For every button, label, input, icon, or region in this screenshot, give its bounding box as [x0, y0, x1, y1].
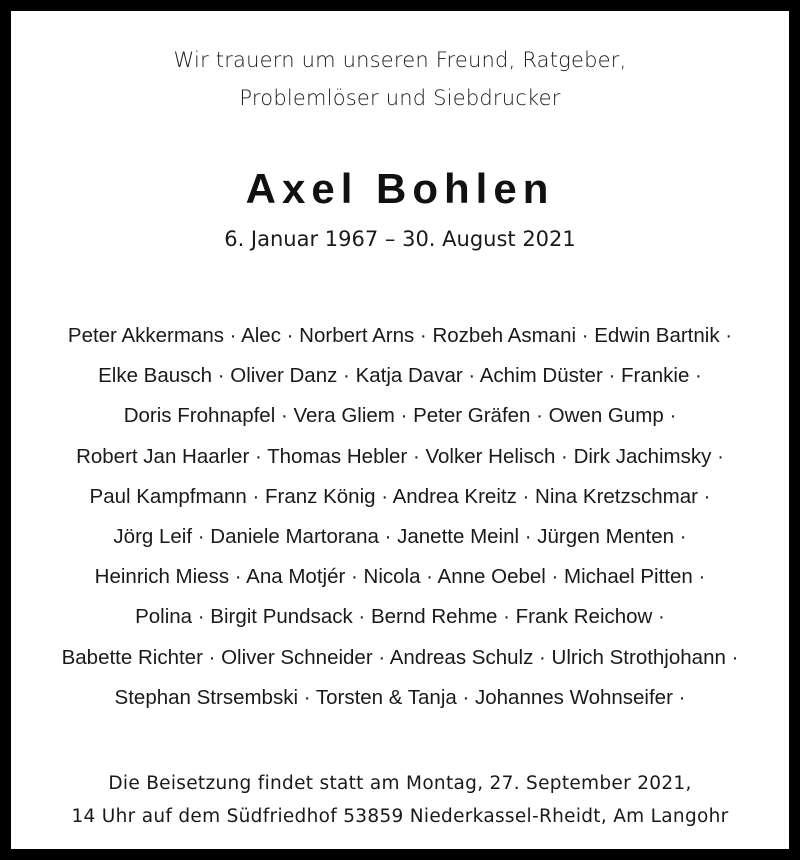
mourners-line: Babette Richter · Oliver Schneider · Andreas Schulz · Ulrich Strothjohann ·	[61, 645, 739, 669]
mourners-list	[31, 316, 769, 718]
mourners-line: Stephan Strsembski · Torsten & Tanja · Johannes Wohnseifer ·	[114, 685, 686, 709]
funeral-details	[11, 767, 789, 833]
intro-text	[11, 41, 789, 117]
funeral-line-2: 14 Uhr auf dem Südfriedhof 53859 Niederkassel-Rheidt, Am Langohr	[71, 806, 729, 827]
mourners-line: Doris Frohnapfel · Vera Gliem · Peter Gräfen · Owen Gump ·	[123, 404, 677, 428]
mourners-line: Heinrich Miess · Ana Motjér · Nicola · Anne Oebel · Michael Pitten ·	[94, 565, 706, 589]
intro-line-1: Wir trauern um unseren Freund, Ratgeber,	[173, 48, 627, 72]
mourners-line: Jörg Leif · Daniele Martorana · Janette Meinl · Jürgen Menten ·	[113, 525, 687, 549]
intro-line-2: Problemlöser und Siebdrucker	[239, 86, 561, 110]
mourners-line: Robert Jan Haarler · Thomas Hebler · Volker Helisch · Dirk Jachimsky ·	[76, 444, 724, 468]
mourners-line: Peter Akkermans · Alec · Norbert Arns · Rozbeh Asmani · Edwin Bartnik ·	[67, 324, 733, 347]
mourners-line: Paul Kampfmann · Franz König · Andrea Kreitz · Nina Kretzschmar ·	[89, 484, 711, 508]
life-dates: 6. Januar 1967 – 30. August 2021	[224, 227, 576, 251]
mourners-line: Elke Bausch · Oliver Danz · Katja Davar · Achim Düster · Frankie ·	[98, 364, 702, 388]
funeral-line-1: Die Beisetzung findet statt am Montag, 27. September 2021,	[108, 773, 692, 794]
deceased-name: Axel Bohlen	[245, 165, 555, 212]
mourners-line: Polina · Birgit Pundsack · Bernd Rehme · Frank Reichow ·	[135, 605, 665, 629]
